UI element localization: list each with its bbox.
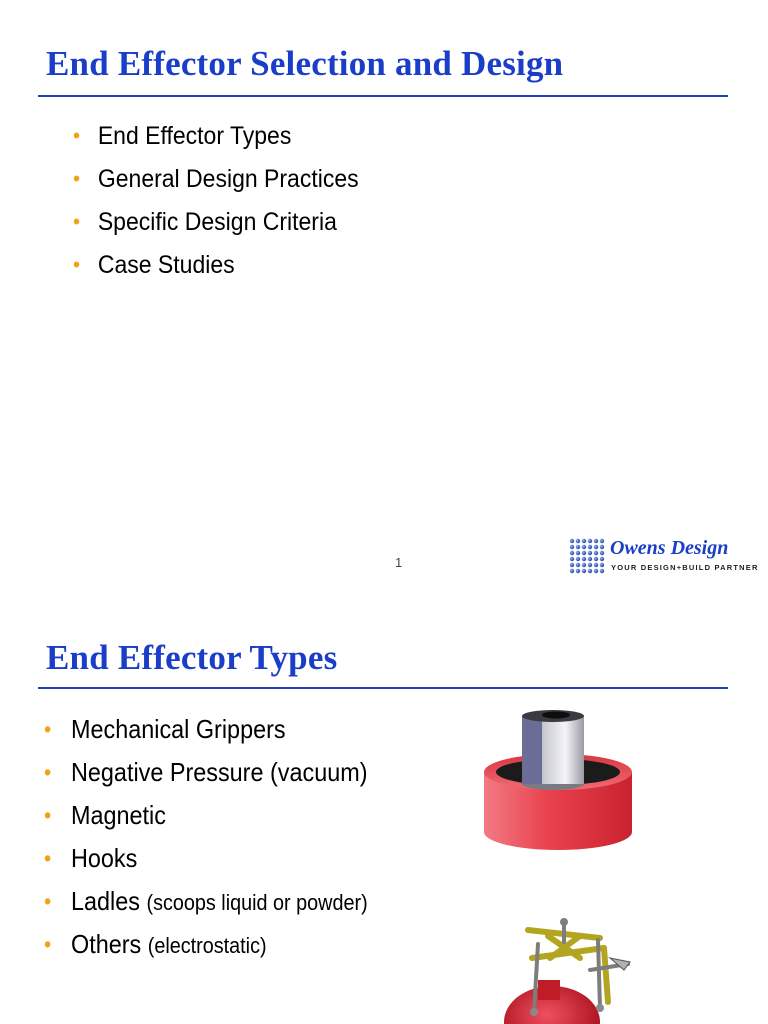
bullet-text: Magnetic bbox=[71, 800, 166, 830]
bullet-icon: • bbox=[44, 888, 52, 914]
bullet-icon: • bbox=[44, 716, 52, 742]
bullet-list bbox=[73, 120, 383, 292]
bullet-text: Case Studies bbox=[97, 251, 235, 279]
slide-title: End Effector Types bbox=[46, 638, 338, 677]
linkage-gripper-image bbox=[490, 918, 640, 1024]
bullet-item bbox=[44, 884, 368, 927]
bullet-icon: • bbox=[73, 252, 81, 277]
title-divider bbox=[38, 95, 728, 97]
bullet-item bbox=[44, 927, 368, 970]
bullet-text: Others bbox=[71, 929, 142, 959]
slide-2 bbox=[0, 592, 768, 1024]
bullet-icon: • bbox=[73, 123, 81, 148]
bullet-item bbox=[44, 841, 368, 884]
bullet-text: Negative Pressure (vacuum) bbox=[71, 757, 368, 787]
bullet-icon: • bbox=[44, 931, 52, 957]
bullet-item bbox=[44, 755, 368, 798]
bullet-text: End Effector Types bbox=[97, 122, 292, 150]
bullet-icon: • bbox=[73, 209, 81, 234]
bullet-icon: • bbox=[73, 166, 81, 191]
bullet-list bbox=[44, 712, 404, 970]
title-divider bbox=[38, 687, 728, 689]
bullet-text: Ladles bbox=[71, 886, 140, 916]
company-logo bbox=[569, 536, 759, 576]
logo-tagline: YOUR DESIGN+BUILD PARTNER bbox=[611, 563, 759, 572]
bullet-note: (electrostatic) bbox=[147, 933, 267, 958]
logo-name: Owens Design bbox=[610, 537, 729, 559]
bullet-text: Hooks bbox=[71, 843, 138, 873]
bullet-icon: • bbox=[44, 845, 52, 871]
bullet-item bbox=[73, 206, 359, 249]
dot-grid-logo-icon bbox=[569, 538, 607, 574]
slide-title: End Effector Selection and Design bbox=[46, 44, 564, 83]
bullet-note: (scoops liquid or powder) bbox=[146, 890, 368, 915]
bullet-icon: • bbox=[44, 759, 52, 785]
bullet-text: Mechanical Grippers bbox=[71, 714, 286, 744]
bullet-item bbox=[73, 120, 359, 163]
page-number: 1 bbox=[395, 555, 403, 570]
bullet-icon: • bbox=[44, 802, 52, 828]
bullet-text: Specific Design Criteria bbox=[97, 208, 337, 236]
vacuum-gripper-image bbox=[478, 710, 638, 870]
bullet-item bbox=[44, 798, 368, 841]
bullet-item bbox=[73, 163, 359, 206]
bullet-item bbox=[44, 712, 368, 755]
bullet-text: General Design Practices bbox=[97, 165, 359, 193]
bullet-item bbox=[73, 249, 359, 292]
